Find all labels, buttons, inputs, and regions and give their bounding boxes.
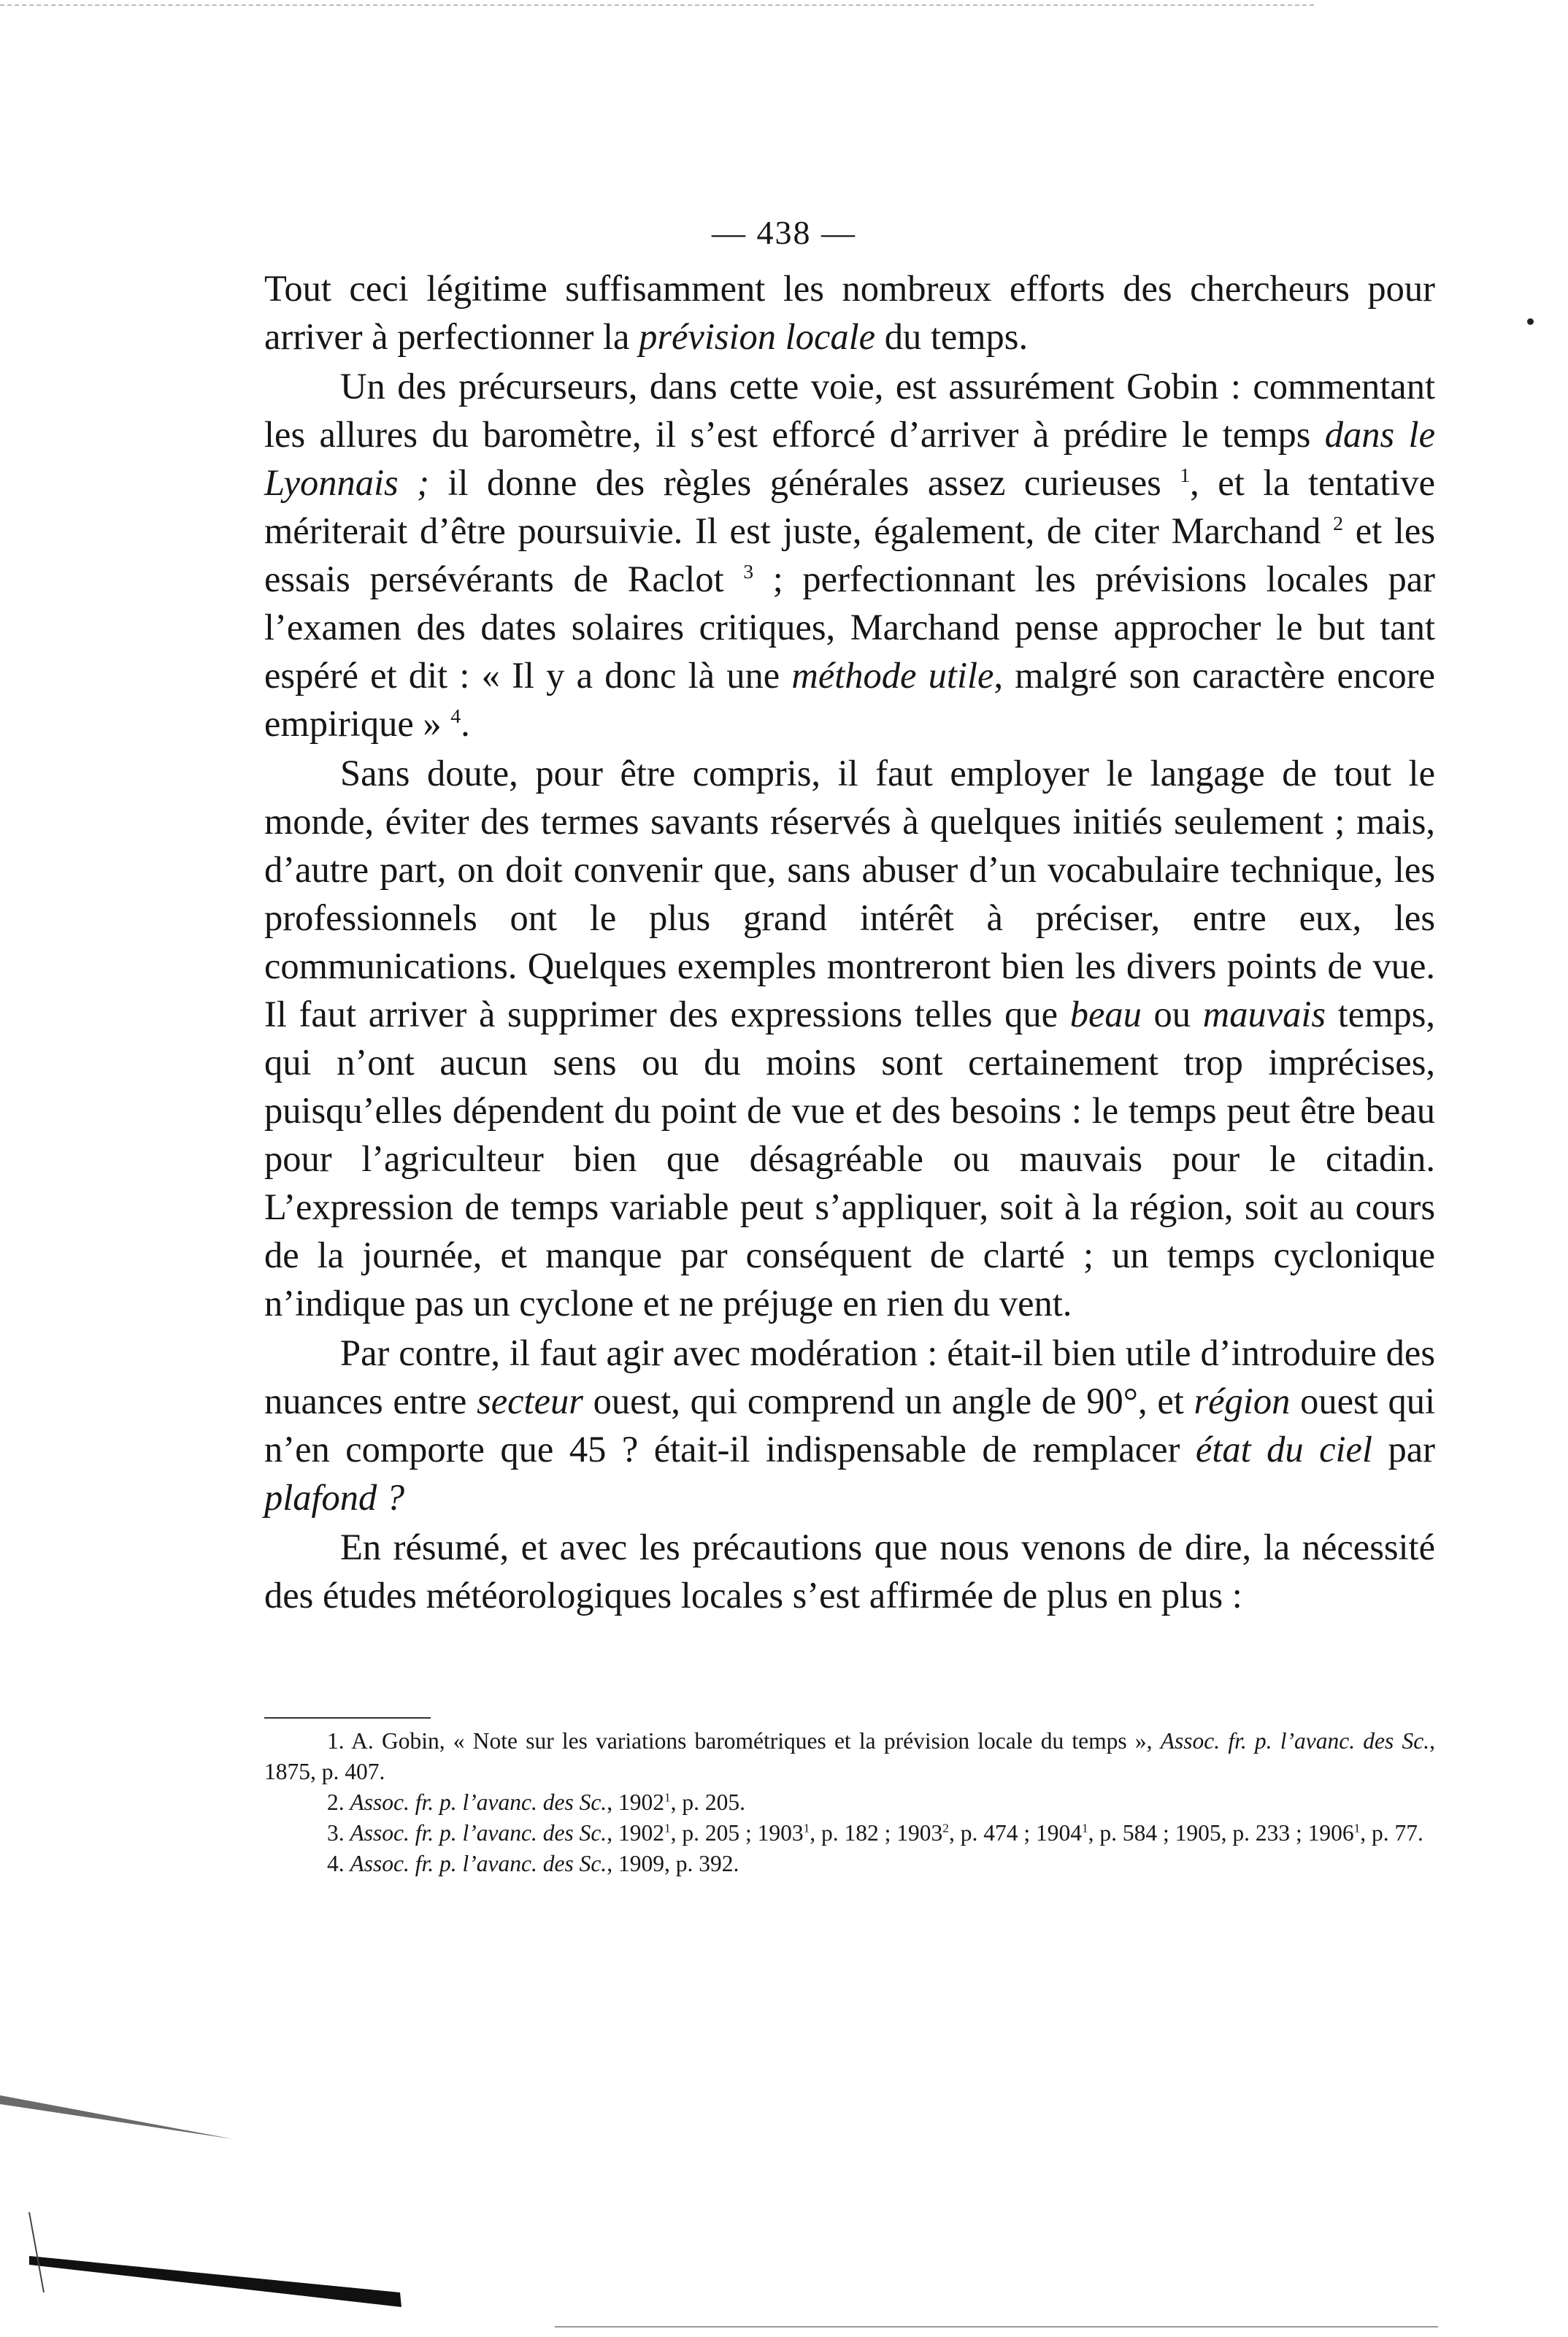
- footnote-reference: 1: [664, 1821, 671, 1835]
- text-run: , p. 77.: [1360, 1820, 1423, 1846]
- footnote-reference: 1: [664, 1790, 671, 1805]
- footnote-reference: 1: [1081, 1821, 1088, 1835]
- text-run: temps, qui n’ont aucun sens ou du moins sont certainement trop imprécises, puisqu’elles dépendent du point de vue et des besoins : le temps peut être beau pour l’agriculteur bien que désagréable ou mauvais pour le citadin. L’expression de temps variable peut s’appliquer, soit à la région, soit au cours de la journée, et manque par conséquent de clarté ; un temps cyclonique n’indique pas un cyclone et ne préjuge en rien du vent.: [264, 994, 1435, 1324]
- italic-text: plafond ?: [264, 1477, 405, 1518]
- text-run: , 1902: [607, 1820, 664, 1846]
- text-run: Tout ceci légitime suffisamment les nombreux efforts des chercheurs pour arriver à perfectionner la: [264, 268, 1435, 357]
- footnote-reference: 2: [942, 1821, 949, 1835]
- text-run: Sans doute, pour être compris, il faut employer le langage de tout le monde, éviter des termes savants réservés à quelques initiés seulement ; mais, d’autre part, on doit convenir que, sans abuser d’un vocabulaire technique, les professionnels ont le plus grand intérêt à préciser, entre eux, les communications. Quelques exemples montreront bien les divers points de vue. Il faut arriver à supprimer des expressions telles que: [264, 753, 1435, 1035]
- scan-wedge-artifact: [0, 2073, 409, 2314]
- paragraph-p3: [264, 749, 1435, 1327]
- text-run: Par contre, il faut agir avec modération : était-il bien utile d’introduire des nuances entre: [264, 1332, 1435, 1421]
- text-run: 2.: [327, 1789, 350, 1815]
- text-run: , p. 584 ; 1905, p. 233 ; 1906: [1088, 1820, 1354, 1846]
- paragraph-p2: [264, 362, 1435, 748]
- italic-text: Assoc. fr. p. l’avanc. des Sc.: [1160, 1728, 1430, 1754]
- text-run: , p. 474 ; 1904: [948, 1820, 1082, 1846]
- footnote-reference: 4: [450, 705, 461, 729]
- text-run: Un des précurseurs, dans cette voie, est assurément Gobin : commentant les allures du baromètre, il s’est efforcé d’arriver à prédire le temps: [264, 366, 1435, 455]
- italic-text: Assoc. fr. p. l’avanc. des Sc.: [350, 1789, 607, 1815]
- text-run: par: [1372, 1429, 1435, 1470]
- body-text: [264, 264, 1435, 1619]
- text-run: ; perfectionnant les prévisions locales par l’examen des dates solaires critiques, Marchand pense approcher le but tant espéré et dit : « Il y a donc là une: [264, 559, 1435, 696]
- text-run: , p. 182 ; 1903: [810, 1820, 943, 1846]
- scan-top-rule: [0, 4, 1314, 6]
- text-run: ou: [1141, 994, 1203, 1035]
- footnote-separator: [264, 1717, 431, 1719]
- text-run: En résumé, et avec les précautions que nous venons de dire, la nécessité des études météorologiques locales s’est affirmée de plus en plus :: [264, 1527, 1435, 1616]
- text-run: 3.: [327, 1820, 350, 1846]
- italic-text: prévision locale: [639, 316, 876, 357]
- text-run: 1. A. Gobin, « Note sur les variations barométriques et la prévision locale du temps »,: [327, 1728, 1161, 1754]
- paragraph-p5: [264, 1523, 1435, 1619]
- text-run: , p. 205.: [670, 1789, 745, 1815]
- text-run: , et la tentative mériterait d’être poursuivie. Il est juste, également, de citer Marchand: [264, 462, 1435, 551]
- scan-bottom-rule: [555, 2326, 1438, 2328]
- italic-text: dans le Lyonnais ;: [264, 414, 1435, 503]
- text-run: ouest qui n’en comporte que 45 ? était-il indispensable de remplacer: [264, 1381, 1435, 1470]
- scan-speck: [1527, 318, 1534, 325]
- text-run: et les essais persévérants de Raclot: [264, 510, 1436, 599]
- text-run: , 1902: [607, 1789, 664, 1815]
- italic-text: Assoc. fr. p. l’avanc. des Sc.: [350, 1851, 607, 1876]
- italic-text: mauvais: [1202, 994, 1326, 1035]
- text-run: , p. 205 ; 1903: [670, 1820, 804, 1846]
- italic-text: région: [1194, 1381, 1291, 1421]
- footnote-reference: 1: [803, 1821, 810, 1835]
- text-run: 4.: [327, 1851, 350, 1876]
- text-run: il donne des règles générales assez curieuses: [428, 462, 1180, 503]
- page-number: — 438 —: [712, 214, 856, 251]
- text-run: , malgré son caractère encore empirique »: [264, 655, 1435, 744]
- italic-text: beau: [1069, 994, 1142, 1035]
- paragraph-p4: [264, 1329, 1435, 1521]
- footnotes: [264, 1726, 1435, 1879]
- paragraph-p1: [264, 264, 1435, 361]
- text-run: ouest, qui comprend un angle de 90°, et: [583, 1381, 1194, 1421]
- footnote-fn2: [264, 1787, 1435, 1818]
- text-run: .: [461, 703, 470, 744]
- italic-text: Assoc. fr. p. l’avanc. des Sc.: [350, 1820, 607, 1846]
- footnote-reference: 2: [1333, 513, 1344, 536]
- footnote-fn3: [264, 1818, 1435, 1849]
- footnote-fn4: [264, 1849, 1435, 1879]
- footnote-reference: 1: [1353, 1821, 1361, 1835]
- italic-text: état du ciel: [1195, 1429, 1373, 1470]
- footnote-fn1: [264, 1726, 1435, 1787]
- text-run: , 1909, p. 392.: [607, 1851, 739, 1876]
- footnote-reference: 3: [743, 561, 754, 584]
- footnote-reference: 1: [1180, 464, 1191, 488]
- text-run: du temps.: [875, 316, 1029, 357]
- italic-text: méthode utile: [791, 655, 994, 696]
- italic-text: secteur: [477, 1381, 583, 1421]
- text-run: , 1875, p. 407.: [264, 1728, 1435, 1784]
